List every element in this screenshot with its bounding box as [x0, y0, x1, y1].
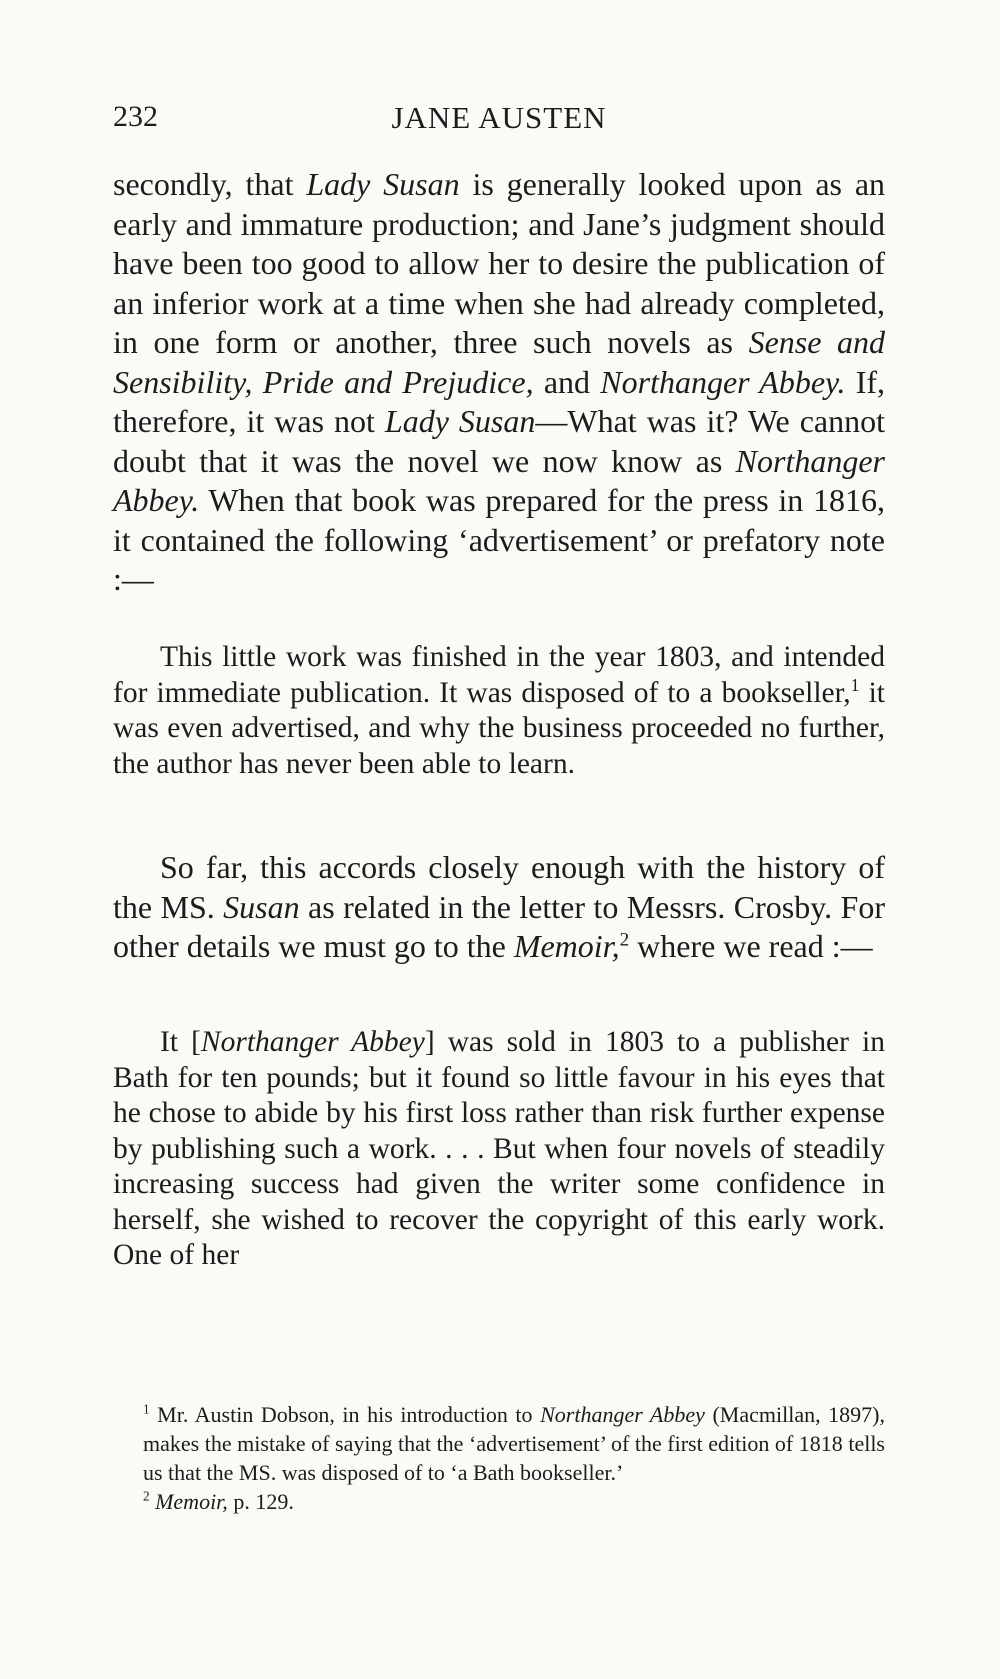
- footnote-1: $^1$ Mr. Austin Dobson, in his introduction to Northanger Abbey (Macmillan, 1897), makes the mistake of saying that the ‘advertisement’ of the first edition of 1818 tells us that the MS. was disposed of to ‘a Bath bookseller.’: [143, 1401, 885, 1485]
- footnotes: [143, 1400, 885, 1516]
- paragraph-1: secondly, that Lady Susan is generally looked upon as an early and immature production; and Jane’s judgment should have been too good to allow her to desire the publication of an inferior work at a time when she had already completed, in one form or another, three such novels as Sense and Sensibility, Pride and Prejudice, and Northanger Abbey. If, therefore, it was not Lady Susan—What was it? We cannot doubt that it was the novel we now know as Northanger Abbey. When that book was prepared for the press in 1816, it contained the following ‘advertisement’ or prefatory note :—: [113, 166, 886, 597]
- page-header: [113, 100, 885, 140]
- italic-title: Lady Susan: [306, 166, 460, 202]
- footnote-ref-1: 1: [850, 674, 860, 695]
- italic-title: Northanger Abbey: [200, 1026, 425, 1058]
- footnote-2: $^2$ Memoir, p. 129.: [143, 1488, 294, 1514]
- block-quote-1: This little work was finished in the year 1803, and intended for immediate publication. It was disposed of to a bookseller,$^1$ it was even advertised, and why the business proceeded no further, the author has never been able to learn.: [113, 641, 885, 780]
- italic-title: Northanger Abbey.: [600, 363, 846, 400]
- block-quote-2: It [Northanger Abbey] was sold in 1803 to a publisher in Bath for ten pounds; but it found so little favour in his eyes that he chose to abide by his first loss rather than risk further expense by publishing such a work. . . . But when four novels of steadily increasing success had given the writer some confidence in herself, she wished to recover the copyright of this early work. One of her: [113, 1026, 885, 1271]
- italic-title: Memoir,: [513, 928, 620, 964]
- footnote-ref-2: 2: [619, 929, 630, 951]
- italic-title: Susan: [223, 888, 300, 925]
- italic-title: Lady Susan: [384, 403, 536, 439]
- running-head: JANE AUSTEN: [391, 100, 607, 135]
- paragraph-2: So far, this accords closely enough with the history of the MS. Susan as related in the letter to Messrs. Crosby. For other details we must go to the Memoir,$^2$ where we read :—: [113, 849, 886, 964]
- page-number: 232: [113, 100, 158, 133]
- italic-title: Sense and Sensibility, Pride and Prejudice,: [113, 324, 886, 400]
- italic-title: Northanger Abbey.: [113, 442, 885, 518]
